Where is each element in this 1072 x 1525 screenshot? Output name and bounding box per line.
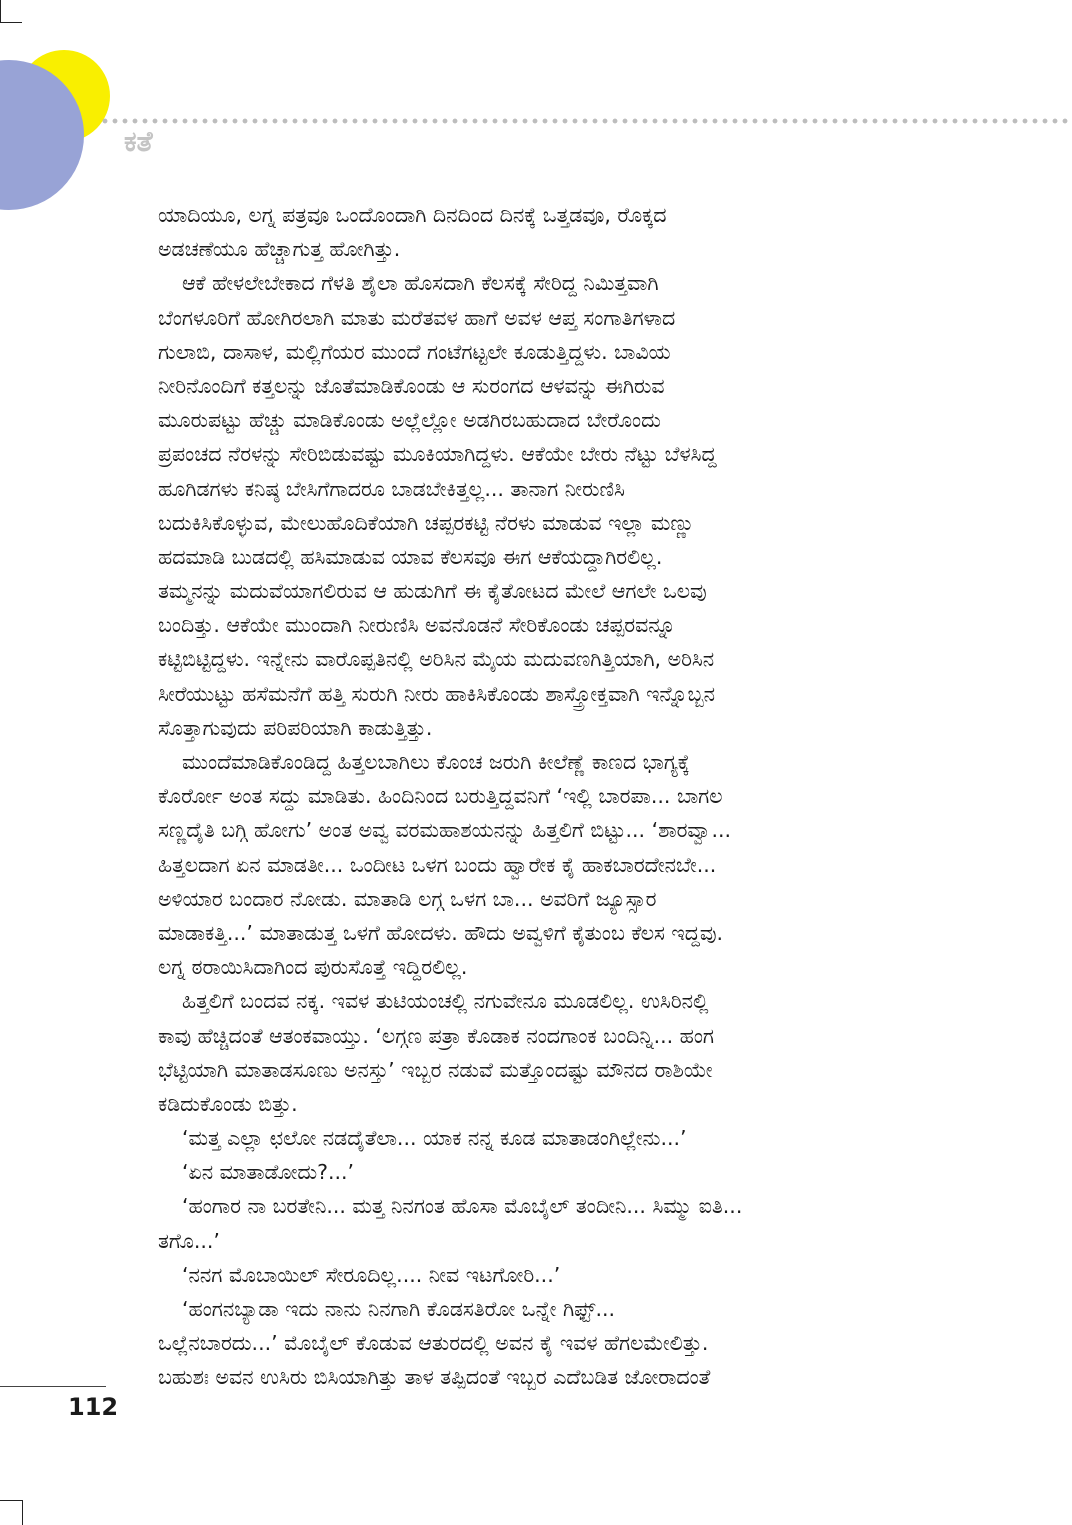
story-line: ‘ಏನ ಮಾತಾಡೋದು?...’: [182, 1160, 355, 1185]
story-line: ‘ಹಂಗಾರ ನಾ ಬರತೇನಿ... ಮತ್ತ ನಿನಗಂತ ಹೊಸಾ ಮೊಬೈಲ್ ತಂದೀನಿ... ಸಿಮ್ಮು ಐತಿ...: [182, 1194, 743, 1219]
story-line: ಒಲ್ಲೆನಬಾರದು...’ ಮೊಬೈಲ್ ಕೊಡುವ ಆತುರದಲ್ಲಿ ಅವನ ಕೈ ಇವಳ ಹೆಗಲಮೇಲಿತ್ತು.: [158, 1331, 709, 1356]
crop-mark-bottom-vertical: [22, 1500, 23, 1525]
story-line: ಹೂಗಿಡಗಳು ಕನಿಷ್ಠ ಬೇಸಿಗೆಗಾದರೂ ಬಾಡಬೇಕಿತ್ತಲ್ಲ... ತಾನಾಗ ನೀರುಣಿಸಿ: [158, 476, 625, 501]
story-line: ಸಣ್ಣದೈತಿ ಬಗ್ಗಿ ಹೋಗು’ ಅಂತ ಅವ್ವ ವರಮಹಾಶಯನನ್ನು ಹಿತ್ತಲಿಗೆ ಬಿಟ್ಟು... ‘ಶಾರವ್ವಾ...: [158, 818, 732, 843]
story-line: ಅಳಿಯಾರ ಬಂದಾರ ನೋಡು. ಮಾತಾಡಿ ಲಗ್ಗ ಒಳಗ ಬಾ... ಅವರಿಗೆ ಜ್ಯೂಸ್ಸಾರ: [158, 886, 657, 911]
story-line: ಕೊರ್ರೋ ಅಂತ ಸದ್ದು ಮಾಡಿತು. ಹಿಂದಿನಿಂದ ಬರುತ್ತಿದ್ದವನಿಗೆ ‘ಇಲ್ಲಿ ಬಾರಪಾ... ಬಾಗಲ: [158, 784, 723, 809]
story-line: ಆಕೆ ಹೇಳಲೇಬೇಕಾದ ಗೆಳತಿ ಶೈಲಾ ಹೊಸದಾಗಿ ಕೆಲಸಕ್ಕೆ ಸೇರಿದ್ದ ನಿಮಿತ್ತವಾಗಿ: [182, 271, 659, 296]
story-line: ಪ್ರಪಂಚದ ನೆರಳನ್ನು ಸೇರಿಬಿಡುವಷ್ಟು ಮೂಕಿಯಾಗಿದ್ದಳು. ಆಕೆಯೇ ಬೇರು ನೆಟ್ಟು ಬೆಳಸಿದ್ದ: [158, 442, 717, 467]
crop-mark-top-vertical: [0, 0, 1, 22]
story-line: ಮುಂದೆಮಾಡಿಕೊಂಡಿದ್ದ ಹಿತ್ತಲಬಾಗಿಲು ಕೊಂಚ ಜರುಗಿ ಕೀಲೆಣ್ಣೆ ಕಾಣದ ಭಾಗ್ಯಕ್ಕೆ: [182, 750, 690, 774]
page-number: 112: [68, 1393, 119, 1421]
story-line: ಸೊತ್ತಾಗುವುದು ಪರಿಪರಿಯಾಗಿ ಕಾಡುತ್ತಿತ್ತು.: [158, 715, 433, 740]
story-line: ಮೂರುಪಟ್ಟು ಹೆಚ್ಚು ಮಾಡಿಕೊಂಡು ಅಲ್ಲೆಲ್ಲೋ ಅಡಗಿರಬಹುದಾದ ಬೇರೊಂದು: [158, 408, 661, 433]
story-line: ಕಾವು ಹೆಚ್ಚಿದಂತೆ ಆತಂಕವಾಯ್ತು. ‘ಲಗ್ಗಣ ಪತ್ರಾ ಕೊಡಾಕ ನಂದಗಾಂಕ ಬಂದಿನ್ನಿ... ಹಂಗ: [158, 1023, 715, 1048]
story-line: ಸೀರೆಯುಟ್ಟು ಹಸೆಮನೆಗೆ ಹತ್ತಿ ಸುರುಗಿ ನೀರು ಹಾಕಿಸಿಕೊಂಡು ಶಾಸ್ತ್ರೋಕ್ತವಾಗಿ ಇನ್ನೊಬ್ಬನ: [158, 681, 716, 706]
story-line: ಹಿತ್ತಲದಾಗ ಏನ ಮಾಡತೀ... ಒಂದೀಟ ಒಳಗ ಬಂದು ಹ್ವಾರೇಕ ಕೈ ಹಾಕಬಾರದೇನಬೇ...: [158, 852, 717, 877]
story-line: ನೀರಿನೊಂದಿಗೆ ಕತ್ತಲನ್ನು ಜೊತೆಮಾಡಿಕೊಂಡು ಆ ಸುರಂಗದ ಆಳವನ್ನು ಈಗಿರುವ: [158, 373, 665, 398]
story-line: ‘ಹಂಗನಬ್ಯಾಡಾ ಇದು ನಾನು ನಿನಗಾಗಿ ಕೊಡಸತಿರೋ ಒನ್ನೇ ಗಿಫ್ಟ್...: [182, 1297, 615, 1321]
story-line: ‘ಮತ್ತ ಎಲ್ಲಾ ಛಲೋ ನಡದೈತೆಲಾ... ಯಾಕ ನನ್ನ ಕೂಡ ಮಾತಾಡಂಗಿಲ್ಲೇನು...’: [182, 1126, 687, 1151]
story-line: ತಗೊ...’: [158, 1228, 220, 1253]
story-line: ಕಡಿದುಕೊಂಡು ಬಿತ್ತು.: [158, 1091, 298, 1116]
story-line: ಗುಲಾಬಿ, ದಾಸಾಳ, ಮಲ್ಲಿಗೆಯರ ಮುಂದೆ ಗಂಟೆಗಟ್ಟಲೇ ಕೂಡುತ್ತಿದ್ದಳು. ಬಾವಿಯ: [158, 339, 671, 364]
story-line: ಬದುಕಿಸಿಕೊಳ್ಳುವ, ಮೇಲುಹೊದಿಕೆಯಾಗಿ ಚಪ್ಪರಕಟ್ಟಿ ನೆರಳು ಮಾಡುವ ಇಲ್ಲಾ ಮಣ್ಣು: [158, 510, 695, 535]
story-line: ಹದಮಾಡಿ ಬುಡದಲ್ಲಿ ಹಸಿಮಾಡುವ ಯಾವ ಕೆಲಸವೂ ಈಗ ಆಕೆಯದ್ದಾಗಿರಲಿಲ್ಲ.: [158, 544, 663, 569]
story-line: ಕಟ್ಟಿಬಿಟ್ಟಿದ್ದಳು. ಇನ್ನೇನು ವಾರೊಪ್ಪತಿನಲ್ಲಿ ಅರಿಸಿನ ಮೈಯ ಮದುವಣಗಿತ್ತಿಯಾಗಿ, ಅರಿಸಿನ: [158, 647, 715, 672]
section-label: ಕತೆ: [124, 125, 153, 158]
story-line: ಭೆಟ್ಟಿಯಾಗಿ ಮಾತಾಡಸೂಣು ಅನಸ್ತು’ ಇಬ್ಬರ ನಡುವೆ ಮತ್ತೊಂದಷ್ಟು ಮೌನದ ರಾಶಿಯೇ: [158, 1057, 713, 1082]
story-line: ಹಿತ್ತಲಿಗೆ ಬಂದವ ನಕ್ಕ. ಇವಳ ತುಟಿಯಂಚಲ್ಲಿ ನಗುವೇನೂ ಮೂಡಲಿಲ್ಲ. ಉಸಿರಿನಲ್ಲಿ: [182, 989, 709, 1014]
story-line: ಮಾಡಾಕತ್ತಿ...’ ಮಾತಾಡುತ್ತ ಒಳಗೆ ಹೋದಳು. ಹೌದು ಅವ್ವಳಿಗೆ ಕೈತುಂಬ ಕೆಲಸ ಇದ್ದವು.: [158, 920, 724, 945]
story-line: ಬಂದಿತ್ತು. ಆಕೆಯೇ ಮುಂದಾಗಿ ನೀರುಣಿಸಿ ಅವನೊಡನೆ ಸೇರಿಕೊಂಡು ಚಪ್ಪರವನ್ನೂ: [158, 613, 676, 638]
story-line: ತಮ್ಮನನ್ನು ಮದುವೆಯಾಗಲಿರುವ ಆ ಹುಡುಗಿಗೆ ಈ ಕೈತೋಟದ ಮೇಲೆ ಆಗಲೇ ಒಲವು: [158, 579, 707, 604]
dotted-header-rule: [100, 118, 1072, 124]
story-line: ಬೆಂಗಳೂರಿಗೆ ಹೋಗಿರಲಾಗಿ ಮಾತು ಮರೆತವಳ ಹಾಗೆ ಅವಳ ಆಪ್ತ ಸಂಗಾತಿಗಳಾದ: [158, 305, 676, 330]
crop-mark-top-horizontal: [0, 22, 22, 23]
story-line: ‘ನನಗ ಮೊಬಾಯಿಲ್ ಸೇರೂದಿಲ್ಲ.... ನೀವ ಇಟಗೋರಿ...’: [182, 1262, 561, 1287]
footer-rule: [0, 1386, 106, 1387]
story-line: ಅಡಚಣೆಯೂ ಹೆಚ್ಚಾಗುತ್ತ ಹೋಗಿತ್ತು.: [158, 237, 401, 262]
story-line: ಯಾದಿಯೂ, ಲಗ್ನ ಪತ್ರವೂ ಒಂದೊಂದಾಗಿ ದಿನದಿಂದ ದಿನಕ್ಕೆ ಒತ್ತಡವೂ, ರೊಕ್ಕದ: [158, 203, 667, 227]
story-line: ಲಗ್ನ ಠರಾಯಿಸಿದಾಗಿಂದ ಪುರುಸೊತ್ತೆ ಇದ್ದಿರಲಿಲ್ಲ.: [158, 955, 468, 980]
story-line: ಬಹುಶಃ ಅವನ ಉಸಿರು ಬಿಸಿಯಾಗಿತ್ತು ತಾಳ ತಪ್ಪಿದಂತೆ ಇಬ್ಬರ ಎದೆಬಡಿತ ಜೋರಾದಂತೆ: [158, 1365, 711, 1390]
crop-mark-bottom-horizontal: [0, 1500, 22, 1501]
story-text: [158, 198, 918, 1395]
